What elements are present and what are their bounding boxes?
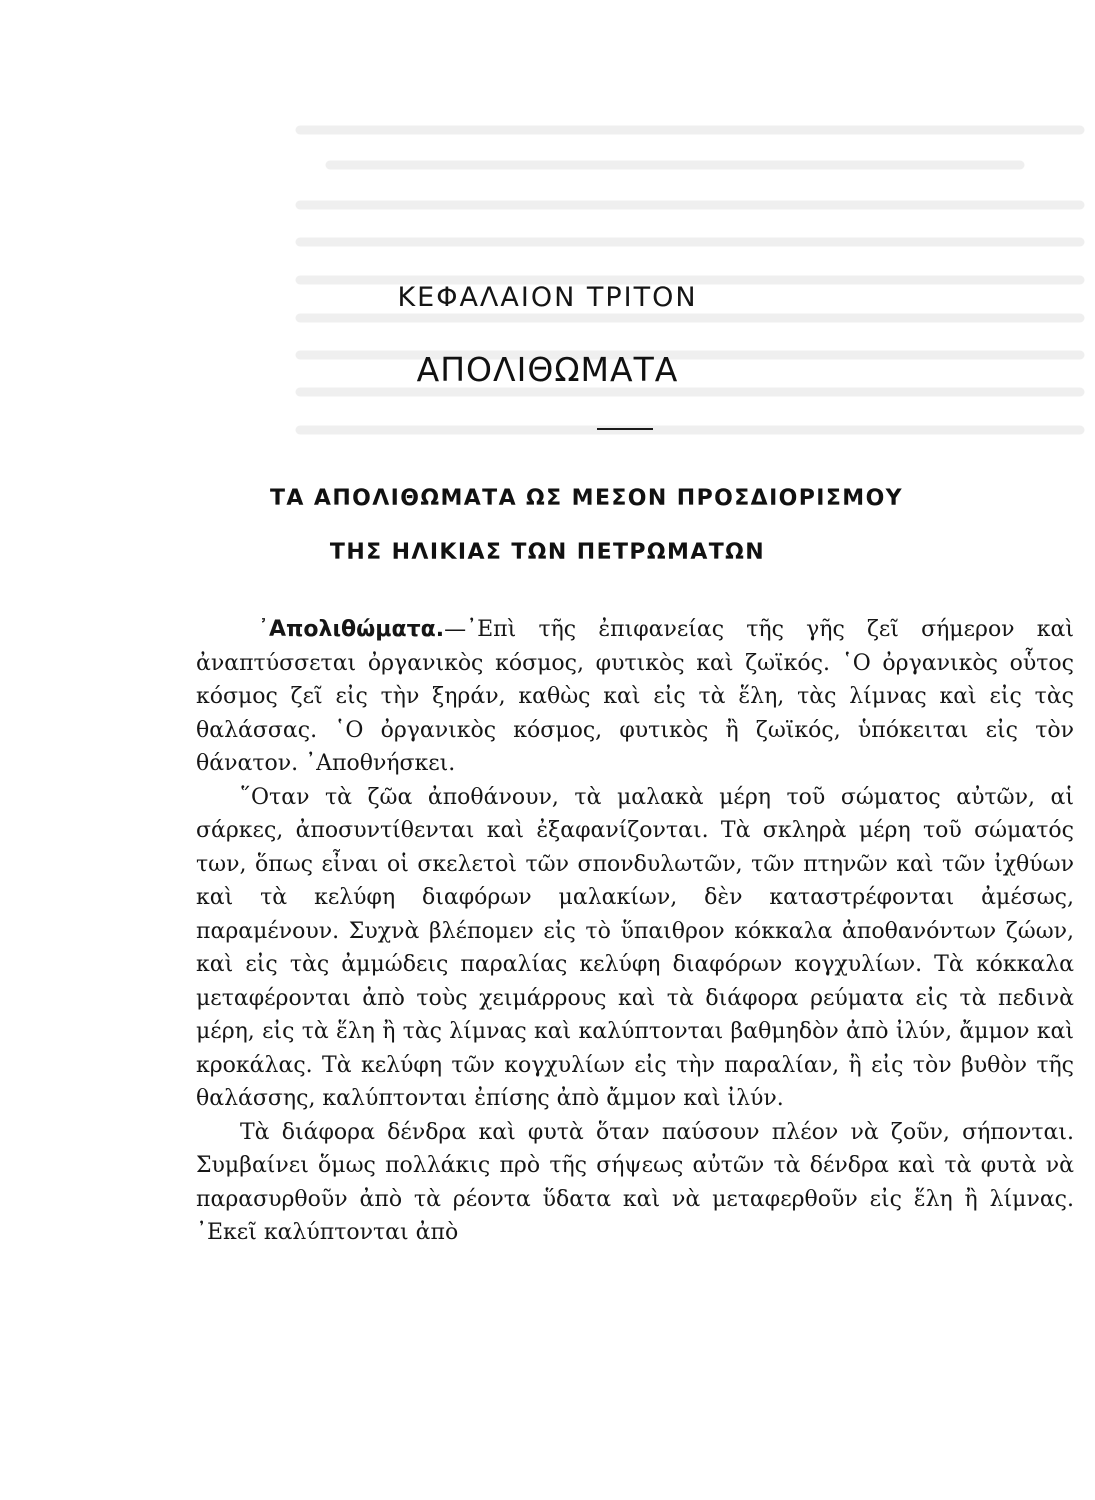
title-divider	[597, 428, 653, 430]
section-heading-line-2: ΤΗΣ ΗΛΙΚΙΑΣ ΤΩΝ ΠΕΤΡΩΜΑΤΩΝ	[329, 540, 766, 565]
chapter-title: ΑΠΟΛΙΘΩΜΑΤΑ	[416, 350, 679, 389]
paragraph-1-text: —᾿Επὶ τῆς ἐπιφανείας τῆς γῆς ζεῖ σήμερον καὶ ἀναπτύσσεται ὀργανικὸς κόσμος, φυτικὸς καὶ ζωϊκός. ῾Ο ὀργανικὸς οὗτος κόσμος ζεῖ εἰς τὴν ξηράν, καθὼς καὶ εἰς τὰ ἕλη, τὰς λίμνας καὶ εἰς τὰς θαλάσσας. ῾Ο ὀργανικὸς κόσμος, φυτικὸς ἢ ζωϊκός, ὑπόκειται εἰς τὸν θάνατον. ᾿Αποθνήσκει.	[196, 617, 1074, 776]
section-heading-line-1: ΤΑ ΑΠΟΛΙΘΩΜΑΤΑ ΩΣ ΜΕΣΟΝ ΠΡΟΣΔΙΟΡΙΣΜΟΥ	[270, 486, 904, 511]
paragraph-2: ῞Οταν τὰ ζῶα ἀποθάνουν, τὰ μαλακὰ μέρη τοῦ σώματος αὐτῶν, αἱ σάρκες, ἀποσυντίθενται καὶ ἐξαφανίζονται. Τὰ σκληρὰ μέρη τοῦ σώματός των, ὅπως εἶναι οἱ σκελετοὶ τῶν σπονδυλωτῶν, τῶν πτηνῶν καὶ τῶν ἰχθύων καὶ τὰ κελύφη διαφόρων μαλακίων, δὲν καταστρέφονται ἀμέσως, παραμένουν. Συχνὰ βλέπομεν εἰς τὸ ὕπαιθρον κόκκαλα ἀποθανόντων ζώων, καὶ εἰς τὰς ἀμμώδεις παραλίας κελύφη διαφόρων κογχυλίων. Τὰ κόκκαλα μεταφέρονται ἀπὸ τοὺς χειμάρρους καὶ τὰ διάφορα ρεύματα εἰς τὰ πεδινὰ μέρη, εἰς τὰ ἕλη ἢ τὰς λίμνας καὶ καλύπτονται βαθμηδὸν ἀπὸ ἰλύν, ἄμμον καὶ κροκάλας. Τὰ κελύφη τῶν κογχυλίων εἰς τὴν παραλίαν, ἢ εἰς τὸν βυθὸν τῆς θαλάσσης, καλύπτονται ἐπίσης ἀπὸ ἄμμον καὶ ἰλύν.	[196, 784, 1074, 1111]
chapter-label: ΚΕΦΑΛΑΙΟΝ ΤΡΙΤΟΝ	[397, 282, 698, 313]
paragraph-3: Τὰ διάφορα δένδρα καὶ φυτὰ ὅταν παύσουν πλέον νὰ ζοῦν, σήπονται. Συμβαίνει ὅμως πολλάκις πρὸ τῆς σήψεως αὐτῶν τὰ δένδρα καὶ τὰ φυτὰ νὰ παρασυρθοῦν ἀπὸ τὰ ρέοντα ὕδατα καὶ νὰ μεταφερθοῦν εἰς ἕλη ἢ λίμνας. ᾿Εκεῖ καλύπτονται ἀπὸ	[196, 1119, 1074, 1245]
body-text	[196, 613, 1074, 1250]
paragraph-lead-term: ᾿Απολιθώματα.	[258, 617, 445, 642]
paragraph-1	[196, 613, 1074, 781]
